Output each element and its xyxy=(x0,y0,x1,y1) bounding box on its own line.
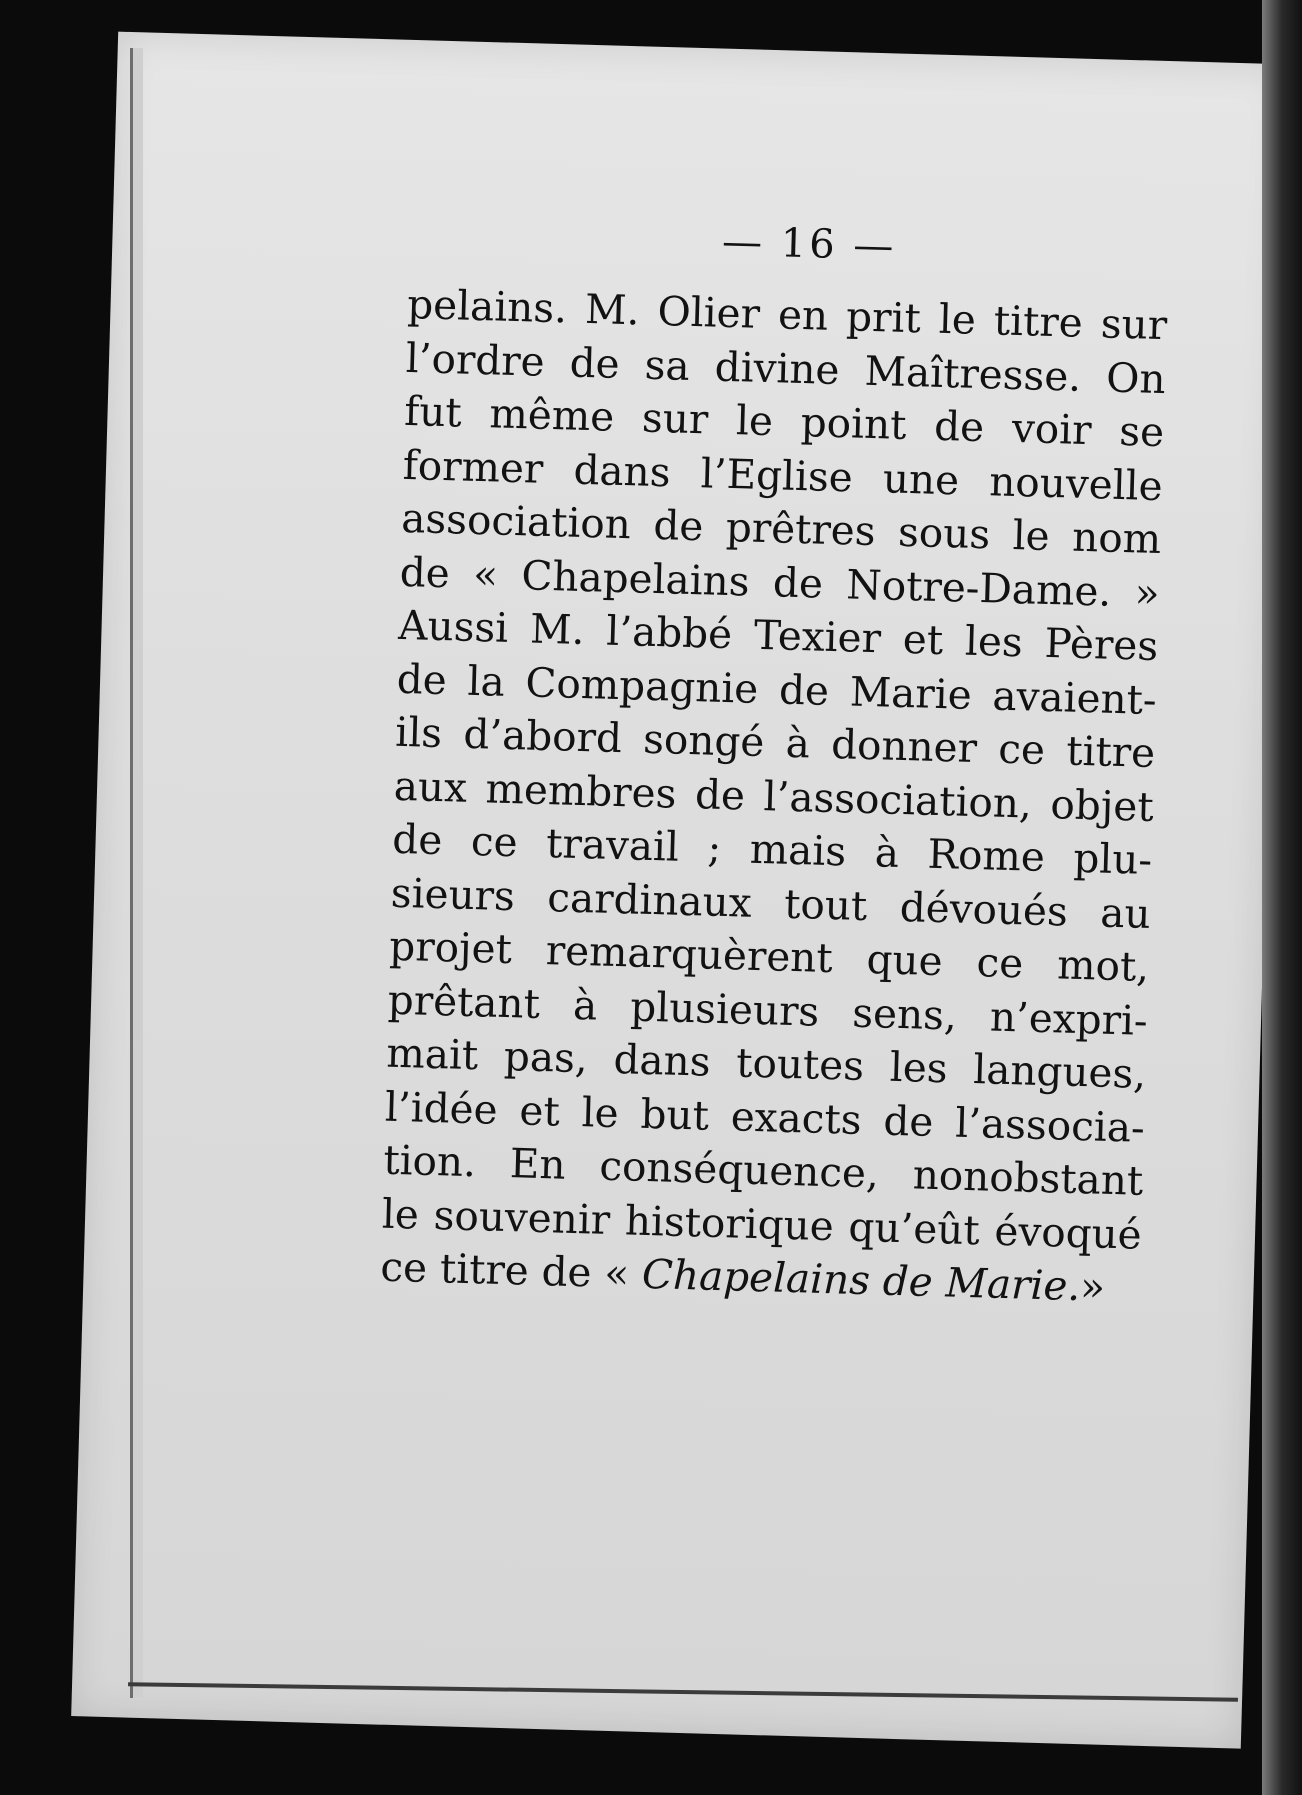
body-paragraph xyxy=(380,278,1168,1315)
text-line: de « Chapelains de Notre-Dame. » xyxy=(399,547,1161,617)
page-left-edge xyxy=(130,48,143,1698)
text-block xyxy=(380,210,1170,1315)
text-line: ils d’abord songé à donner ce titre xyxy=(394,707,1156,778)
page-number: — 16 — xyxy=(721,218,897,270)
binding-shadow xyxy=(1262,0,1302,1795)
text-line: former dans l’Eglise une nouvelle xyxy=(402,440,1164,510)
text-line: projet remarquèrent que ce mot, xyxy=(388,921,1150,991)
text-line: prêtant à plusieurs sens, n’expri- xyxy=(387,975,1149,1045)
last-line-italic: Chapelains de Marie. xyxy=(641,1249,1081,1311)
text-line: aux membres de l’association, objet xyxy=(393,761,1155,831)
text-line: sieurs cardinaux tout dévoués au xyxy=(390,868,1152,938)
text-line: pelains. M. Olier en prit le titre sur xyxy=(406,279,1168,350)
text-line: Aussi M. l’abbé Texier et les Pères xyxy=(397,600,1159,671)
text-line: de la Compagnie de Marie avaient- xyxy=(396,654,1158,724)
text-line: fut même sur le point de voir se xyxy=(403,386,1165,457)
text-line: association de prêtres sous le nom xyxy=(400,493,1162,564)
text-line: le souvenir historique qu’eût évoqué xyxy=(381,1189,1143,1259)
text-line: mait pas, dans toutes les langues, xyxy=(385,1028,1147,1098)
last-line-prefix: ce titre de « xyxy=(379,1242,643,1298)
last-line-suffix: » xyxy=(1079,1262,1106,1311)
text-line: de ce travail ; mais à Rome plu- xyxy=(391,814,1153,884)
text-line: l’idée et le but exacts de l’associa- xyxy=(384,1082,1146,1152)
text-line: tion. En conséquence, nonobstant xyxy=(382,1135,1144,1205)
text-line: l’ordre de sa divine Maîtresse. On xyxy=(405,333,1167,403)
